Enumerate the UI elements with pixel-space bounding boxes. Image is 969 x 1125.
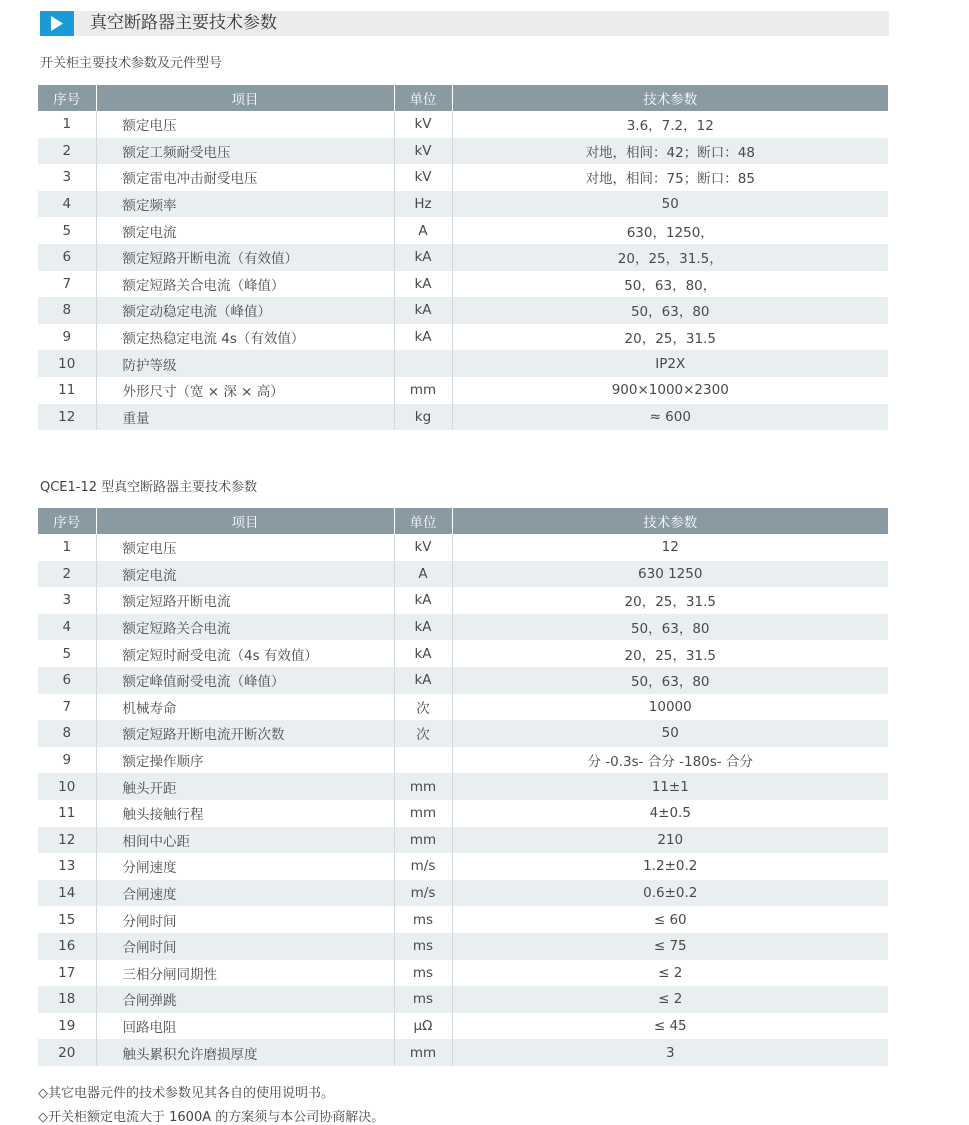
table-row xyxy=(38,164,888,191)
row-number: 14 xyxy=(38,880,96,907)
item-name: 额定电压 xyxy=(96,111,394,138)
spec-value: 4±0.5 xyxy=(452,800,888,827)
row-number: 3 xyxy=(62,592,72,609)
row-number: 20 xyxy=(38,1039,96,1066)
unit: kA xyxy=(394,244,452,271)
spec-value: ≤ 45 xyxy=(452,1013,888,1040)
row-number: 2 xyxy=(38,561,96,588)
row-number: 8 xyxy=(38,720,96,747)
header-no: 序号 xyxy=(38,85,96,111)
spec-value: 分 -0.3s- 合分 -180s- 合分 xyxy=(452,747,888,774)
row-number: 17 xyxy=(58,964,76,981)
spec-value: ≈ 600 xyxy=(452,404,888,431)
spec-value: 20，25，31.5， xyxy=(452,244,888,271)
unit: kg xyxy=(394,404,452,431)
spec-value: 50，63，80， xyxy=(452,271,888,298)
unit: kV xyxy=(394,111,452,138)
row-number: 3 xyxy=(62,169,72,186)
note-1: ◇其它电器元件的技术参数见其各自的使用说明书。 xyxy=(38,1086,334,1101)
item-name: 额定短路开断电流（有效值） xyxy=(96,244,394,271)
row-number: 7 xyxy=(62,275,72,292)
item-name: 额定电流 xyxy=(96,217,394,244)
unit: A xyxy=(394,217,452,244)
section-header xyxy=(40,11,889,36)
unit: mm xyxy=(394,1039,452,1066)
table-row xyxy=(38,111,888,138)
spec-value: 1.2±0.2 xyxy=(452,853,888,880)
spec-value: 630，1250， xyxy=(452,217,888,244)
table-row xyxy=(38,853,888,880)
table-row xyxy=(38,773,888,800)
unit: ms xyxy=(394,986,452,1013)
item-name: 额定电压 xyxy=(96,534,394,561)
row-number: 16 xyxy=(38,933,96,960)
unit: ms xyxy=(394,933,452,960)
row-number: 7 xyxy=(62,698,72,715)
table-row xyxy=(38,694,888,721)
spec-value: 630 1250 xyxy=(452,561,888,588)
item-name: 三相分闸同期性 xyxy=(96,960,394,987)
item-name: 触头开距 xyxy=(96,773,394,800)
unit: mm xyxy=(394,377,452,404)
spec-value: 3 xyxy=(452,1039,888,1066)
table1-body xyxy=(38,111,888,430)
unit: m/s xyxy=(394,853,452,880)
header-unit: 单位 xyxy=(394,508,452,534)
item-name: 合闸时间 xyxy=(96,933,394,960)
item-name: 合闸速度 xyxy=(96,880,394,907)
unit: kV xyxy=(394,138,452,165)
row-number: 18 xyxy=(38,986,96,1013)
table2-body xyxy=(38,534,888,1066)
header-unit: 单位 xyxy=(394,85,452,111)
row-number: 1 xyxy=(62,116,72,133)
spec-value: 50，63，80 xyxy=(452,667,888,694)
section-marker xyxy=(40,11,74,36)
item-name: 相间中心距 xyxy=(96,827,394,854)
table-row xyxy=(38,350,888,377)
item-name: 额定热稳定电流 4s（有效值） xyxy=(96,324,394,351)
spec-value: 11±1 xyxy=(452,773,888,800)
spec-value: 20，25，31.5 xyxy=(452,640,888,667)
table-row xyxy=(38,244,888,271)
unit: m/s xyxy=(394,880,452,907)
unit: kV xyxy=(394,534,452,561)
table-row xyxy=(38,297,888,324)
table-row xyxy=(38,561,888,588)
spec-value: 900×1000×2300 xyxy=(452,377,888,404)
item-name: 额定雷电冲击耐受电压 xyxy=(96,164,394,191)
item-name: 额定操作顺序 xyxy=(96,747,394,774)
spec-value: IP2X xyxy=(452,350,888,377)
unit: kA xyxy=(394,640,452,667)
header-no: 序号 xyxy=(38,508,96,534)
item-name: 额定短路关合电流（峰值） xyxy=(96,271,394,298)
spec-value: 50 xyxy=(452,720,888,747)
row-number: 15 xyxy=(58,911,76,928)
item-name: 防护等级 xyxy=(96,350,394,377)
item-name: 额定工频耐受电压 xyxy=(96,138,394,165)
spec-value: 对地，相间：42；断口：48 xyxy=(452,138,888,165)
switchgear-spec-table xyxy=(38,85,888,430)
table-row xyxy=(38,827,888,854)
table-row xyxy=(38,906,888,933)
item-name: 额定短时耐受电流（4s 有效值） xyxy=(96,640,394,667)
header-item: 项目 xyxy=(96,508,394,534)
spec-value: 50 xyxy=(452,191,888,218)
table-row xyxy=(38,217,888,244)
item-name: 额定峰值耐受电流（峰值） xyxy=(96,667,394,694)
table2-caption: QCE1-12 型真空断路器主要技术参数 xyxy=(40,480,258,495)
item-name: 额定频率 xyxy=(96,191,394,218)
spec-value: 20，25，31.5 xyxy=(452,587,888,614)
spec-value: 10000 xyxy=(452,694,888,721)
table-row xyxy=(38,960,888,987)
row-number: 11 xyxy=(58,805,76,822)
spec-value: ≤ 75 xyxy=(452,933,888,960)
spec-value: ≤ 2 xyxy=(452,986,888,1013)
unit: kA xyxy=(394,271,452,298)
item-name: 触头接触行程 xyxy=(96,800,394,827)
unit: kA xyxy=(394,614,452,641)
row-number: 12 xyxy=(38,827,96,854)
unit: mm xyxy=(394,827,452,854)
item-name: 额定短路开断电流开断次数 xyxy=(96,720,394,747)
item-name: 额定短路关合电流 xyxy=(96,614,394,641)
item-name: 合闸弹跳 xyxy=(96,986,394,1013)
unit: kA xyxy=(394,587,452,614)
table-row xyxy=(38,1013,888,1040)
row-number: 13 xyxy=(58,858,76,875)
unit: 次 xyxy=(394,720,452,747)
header-item: 项目 xyxy=(96,85,394,111)
row-number: 1 xyxy=(62,539,72,556)
spec-value: 3.6，7.2，12 xyxy=(452,111,888,138)
row-number: 5 xyxy=(62,222,72,239)
spec-value: ≤ 60 xyxy=(452,906,888,933)
table-row xyxy=(38,271,888,298)
table-row xyxy=(38,800,888,827)
row-number: 10 xyxy=(38,773,96,800)
spec-value: 对地，相间：75；断口：85 xyxy=(452,164,888,191)
table-row xyxy=(38,138,888,165)
table-row xyxy=(38,933,888,960)
unit: ms xyxy=(394,906,452,933)
item-name: 回路电阻 xyxy=(96,1013,394,1040)
spec-value: ≤ 2 xyxy=(452,960,888,987)
unit: A xyxy=(394,561,452,588)
spec-value: 210 xyxy=(452,827,888,854)
row-number: 12 xyxy=(38,404,96,431)
table-header-row xyxy=(38,508,888,534)
row-number: 9 xyxy=(62,329,72,346)
item-name: 机械寿命 xyxy=(96,694,394,721)
row-number: 6 xyxy=(38,667,96,694)
unit: kV xyxy=(394,164,452,191)
breaker-spec-table xyxy=(38,508,888,1066)
table-row xyxy=(38,640,888,667)
row-number: 10 xyxy=(38,350,96,377)
spec-value: 20，25，31.5 xyxy=(452,324,888,351)
item-name: 重量 xyxy=(96,404,394,431)
row-number: 8 xyxy=(38,297,96,324)
unit xyxy=(394,350,452,377)
table-row xyxy=(38,747,888,774)
row-number: 2 xyxy=(38,138,96,165)
item-name: 分闸速度 xyxy=(96,853,394,880)
unit: ms xyxy=(394,960,452,987)
table-row xyxy=(38,986,888,1013)
spec-value: 0.6±0.2 xyxy=(452,880,888,907)
table-header-row xyxy=(38,85,888,111)
table-row xyxy=(38,377,888,404)
table-row xyxy=(38,667,888,694)
section-title: 真空断路器主要技术参数 xyxy=(90,13,277,33)
row-number: 4 xyxy=(38,614,96,641)
spec-value: 50，63，80 xyxy=(452,614,888,641)
table-row xyxy=(38,191,888,218)
table-row xyxy=(38,324,888,351)
item-name: 额定动稳定电流（峰值） xyxy=(96,297,394,324)
item-name: 额定电流 xyxy=(96,561,394,588)
unit: kA xyxy=(394,297,452,324)
row-number: 5 xyxy=(62,645,72,662)
table-row xyxy=(38,614,888,641)
spec-value: 50，63，80 xyxy=(452,297,888,324)
item-name: 触头累积允许磨损厚度 xyxy=(96,1039,394,1066)
table-row xyxy=(38,1039,888,1066)
unit: mm xyxy=(394,800,452,827)
table1-caption: 开关柜主要技术参数及元件型号 xyxy=(40,56,223,71)
play-triangle-icon xyxy=(51,16,63,31)
row-number: 11 xyxy=(58,382,76,399)
unit: kA xyxy=(394,667,452,694)
table-row xyxy=(38,587,888,614)
spec-value: 12 xyxy=(452,534,888,561)
item-name: 额定短路开断电流 xyxy=(96,587,394,614)
unit: 次 xyxy=(394,694,452,721)
row-number: 19 xyxy=(58,1017,76,1034)
table-row xyxy=(38,880,888,907)
item-name: 分闸时间 xyxy=(96,906,394,933)
item-name: 外形尺寸（宽 × 深 × 高） xyxy=(96,377,394,404)
note-2: ◇开关柜额定电流大于 1600A 的方案须与本公司协商解决。 xyxy=(38,1110,385,1125)
row-number: 6 xyxy=(38,244,96,271)
unit: μΩ xyxy=(394,1013,452,1040)
table-row xyxy=(38,404,888,431)
unit: kA xyxy=(394,324,452,351)
unit: Hz xyxy=(394,191,452,218)
unit: mm xyxy=(394,773,452,800)
table-row xyxy=(38,720,888,747)
header-value: 技术参数 xyxy=(452,508,888,534)
unit xyxy=(394,747,452,774)
row-number: 9 xyxy=(62,752,72,769)
header-value: 技术参数 xyxy=(452,85,888,111)
table-row xyxy=(38,534,888,561)
row-number: 4 xyxy=(38,191,96,218)
